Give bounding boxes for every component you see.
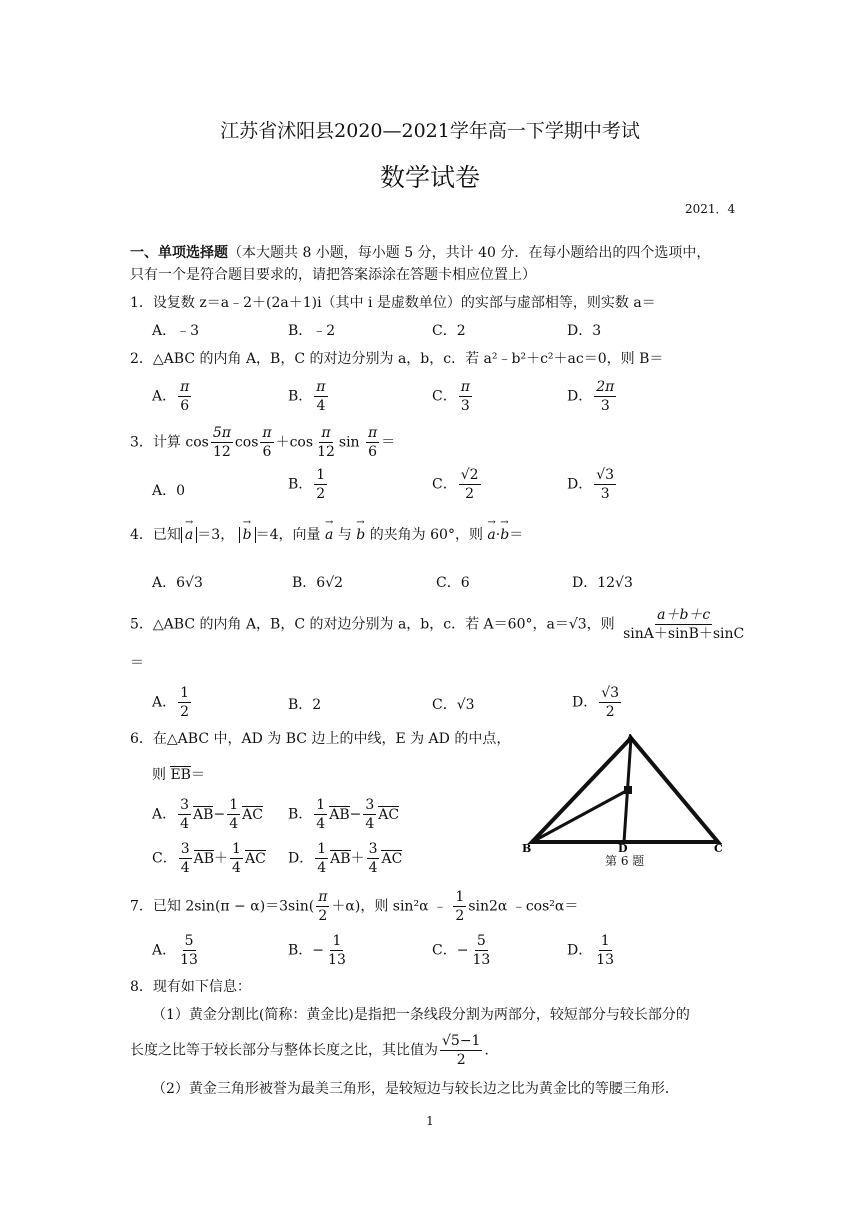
q4-option-d: D．12√3 [572, 575, 633, 591]
q5-option-c: C．√3 [432, 697, 475, 713]
q5-option-a: A． $\frac{1}{2}$ [152, 685, 190, 720]
point-e [624, 786, 632, 794]
q2-option-b: B． $\frac{\pi}{4}$ [288, 379, 326, 414]
q5-option-b: B．2 [288, 697, 322, 713]
question-6: 6．在△ABC 中，AD 为 BC 边上的中线，E 为 AD 的中点， [130, 731, 511, 747]
q7-option-a: A． $\frac{5}{13}$ [152, 933, 198, 968]
page-number: 1 [426, 1114, 434, 1128]
exam-date: 2021．4 [685, 202, 736, 216]
question-7: 7．已知 2sin(π − α)＝3sin( $\frac{\pi}{2}$ ＋α)，则 sin²α ﹣ $\frac{1}{2}$ sin2α ﹣cos²α＝ [130, 889, 579, 924]
vector-a: → a [185, 527, 193, 543]
q6-option-c: C． $\frac{3}{4}$ AB＋ $\frac{1}{4}$ AC [152, 841, 266, 876]
q4-option-c: C．6 [436, 575, 470, 591]
q2-option-a: A． $\frac{\pi}{6}$ [152, 379, 190, 414]
q2-option-d: D． $\frac{2\pi}{3}$ [567, 379, 615, 414]
q8-info-1-line2: 长度之比等于较长部分与整体长度之比，其比值为 $\frac{√5-1}{2}$ ． [130, 1033, 499, 1068]
q4-option-a: A．6√3 [152, 575, 203, 591]
label-c: C [714, 842, 723, 855]
q6-ask: 则 EB＝ [152, 767, 205, 783]
q3-option-b: B． $\frac{1}{2}$ [288, 467, 326, 502]
label-b: B [522, 842, 532, 855]
segment-be [532, 790, 628, 842]
q1-option-d: D．3 [567, 323, 602, 339]
q7-option-d: D． $\frac{1}{13}$ [567, 933, 615, 968]
question-5: 5．△ABC 的内角 A，B，C 的对边分别为 a，b，c．若 A＝60°，a＝√3，则 $\frac{a+b+c}{\sin A+\sin B+\sin C}$ [130, 607, 745, 642]
section-title: 一、单项选择题 [130, 245, 228, 261]
q5-option-d: D． $\frac{√3}{2}$ [572, 685, 620, 720]
q1-option-a: A．﹣3 [152, 323, 200, 339]
question-3: 3．计算 cos $\frac{5\pi}{12}$ cos $\frac{\pi}{6}$ ＋cos $\frac{\pi}{12}$ sin $\frac{\pi}{6}$ ＝ [130, 425, 396, 460]
question-4: 4．已知→ a ＝3， → b ＝4，向量 → a 与 → b 的夹角为 60°，则 → a·→ b＝ [130, 524, 523, 544]
q8-info-2: （2）黄金三角形被誉为最美三角形，是较短边与较长边之比为黄金比的等腰三角形． [152, 1081, 679, 1097]
q5-equals: ＝ [130, 655, 144, 671]
label-d: D [618, 842, 628, 855]
subject-title: 数学试卷 [379, 163, 480, 192]
triangle-figure [518, 730, 728, 856]
q3-option-a: A．0 [152, 483, 186, 499]
q3-option-d: D． $\frac{√3}{3}$ [567, 467, 615, 502]
question-1: 1．设复数 z＝a﹣2＋(2a＋1)i（其中 i 是虚数单位）的实部与虚部相等，则实数 a＝ [130, 295, 656, 311]
q3-option-c: C． $\frac{√2}{2}$ [432, 467, 479, 502]
vector-b: → b [243, 527, 252, 543]
label-a: A [626, 732, 635, 745]
q6-option-b: B． $\frac{1}{4}$ AB− $\frac{3}{4}$ AC [288, 797, 400, 832]
section-heading [130, 242, 710, 262]
q1-option-b: B．﹣2 [288, 323, 336, 339]
question-2: 2．△ABC 的内角 A，B，C 的对边分别为 a，b，c．若 a²﹣b²＋c²＋ac＝0，则 B＝ [130, 351, 664, 367]
q7-option-c: C．− $\frac{5}{13}$ [432, 933, 491, 968]
q4-option-b: B．6√2 [292, 575, 344, 591]
question-8: 8．现有如下信息： [130, 979, 251, 995]
q6-option-d: D． $\frac{1}{4}$ AB＋ $\frac{3}{4}$ AC [288, 841, 403, 876]
figure-caption: 第 6 题 [605, 854, 645, 868]
q6-option-a: A． $\frac{3}{4}$ AB− $\frac{1}{4}$ AC [152, 797, 263, 832]
exam-title: 江苏省沭阳县2020—2021学年高一下学期中考试 [220, 120, 640, 142]
q2-option-c: C． $\frac{\pi}{3}$ [432, 379, 470, 414]
q1-option-c: C．2 [432, 323, 466, 339]
section-desc-line1: （本大题共 8 小题，每小题 5 分，共计 40 分．在每小题给出的四个选项中， [228, 245, 711, 261]
q7-option-b: B．− $\frac{1}{13}$ [288, 933, 346, 968]
q8-info-1-line1: （1）黄金分割比(简称：黄金比)是指把一条线段分割为两部分，较短部分与较长部分的 [152, 1007, 690, 1023]
section-desc-line2: 只有一个是符合题目要求的，请把答案添涂在答题卡相应位置上） [130, 267, 536, 283]
